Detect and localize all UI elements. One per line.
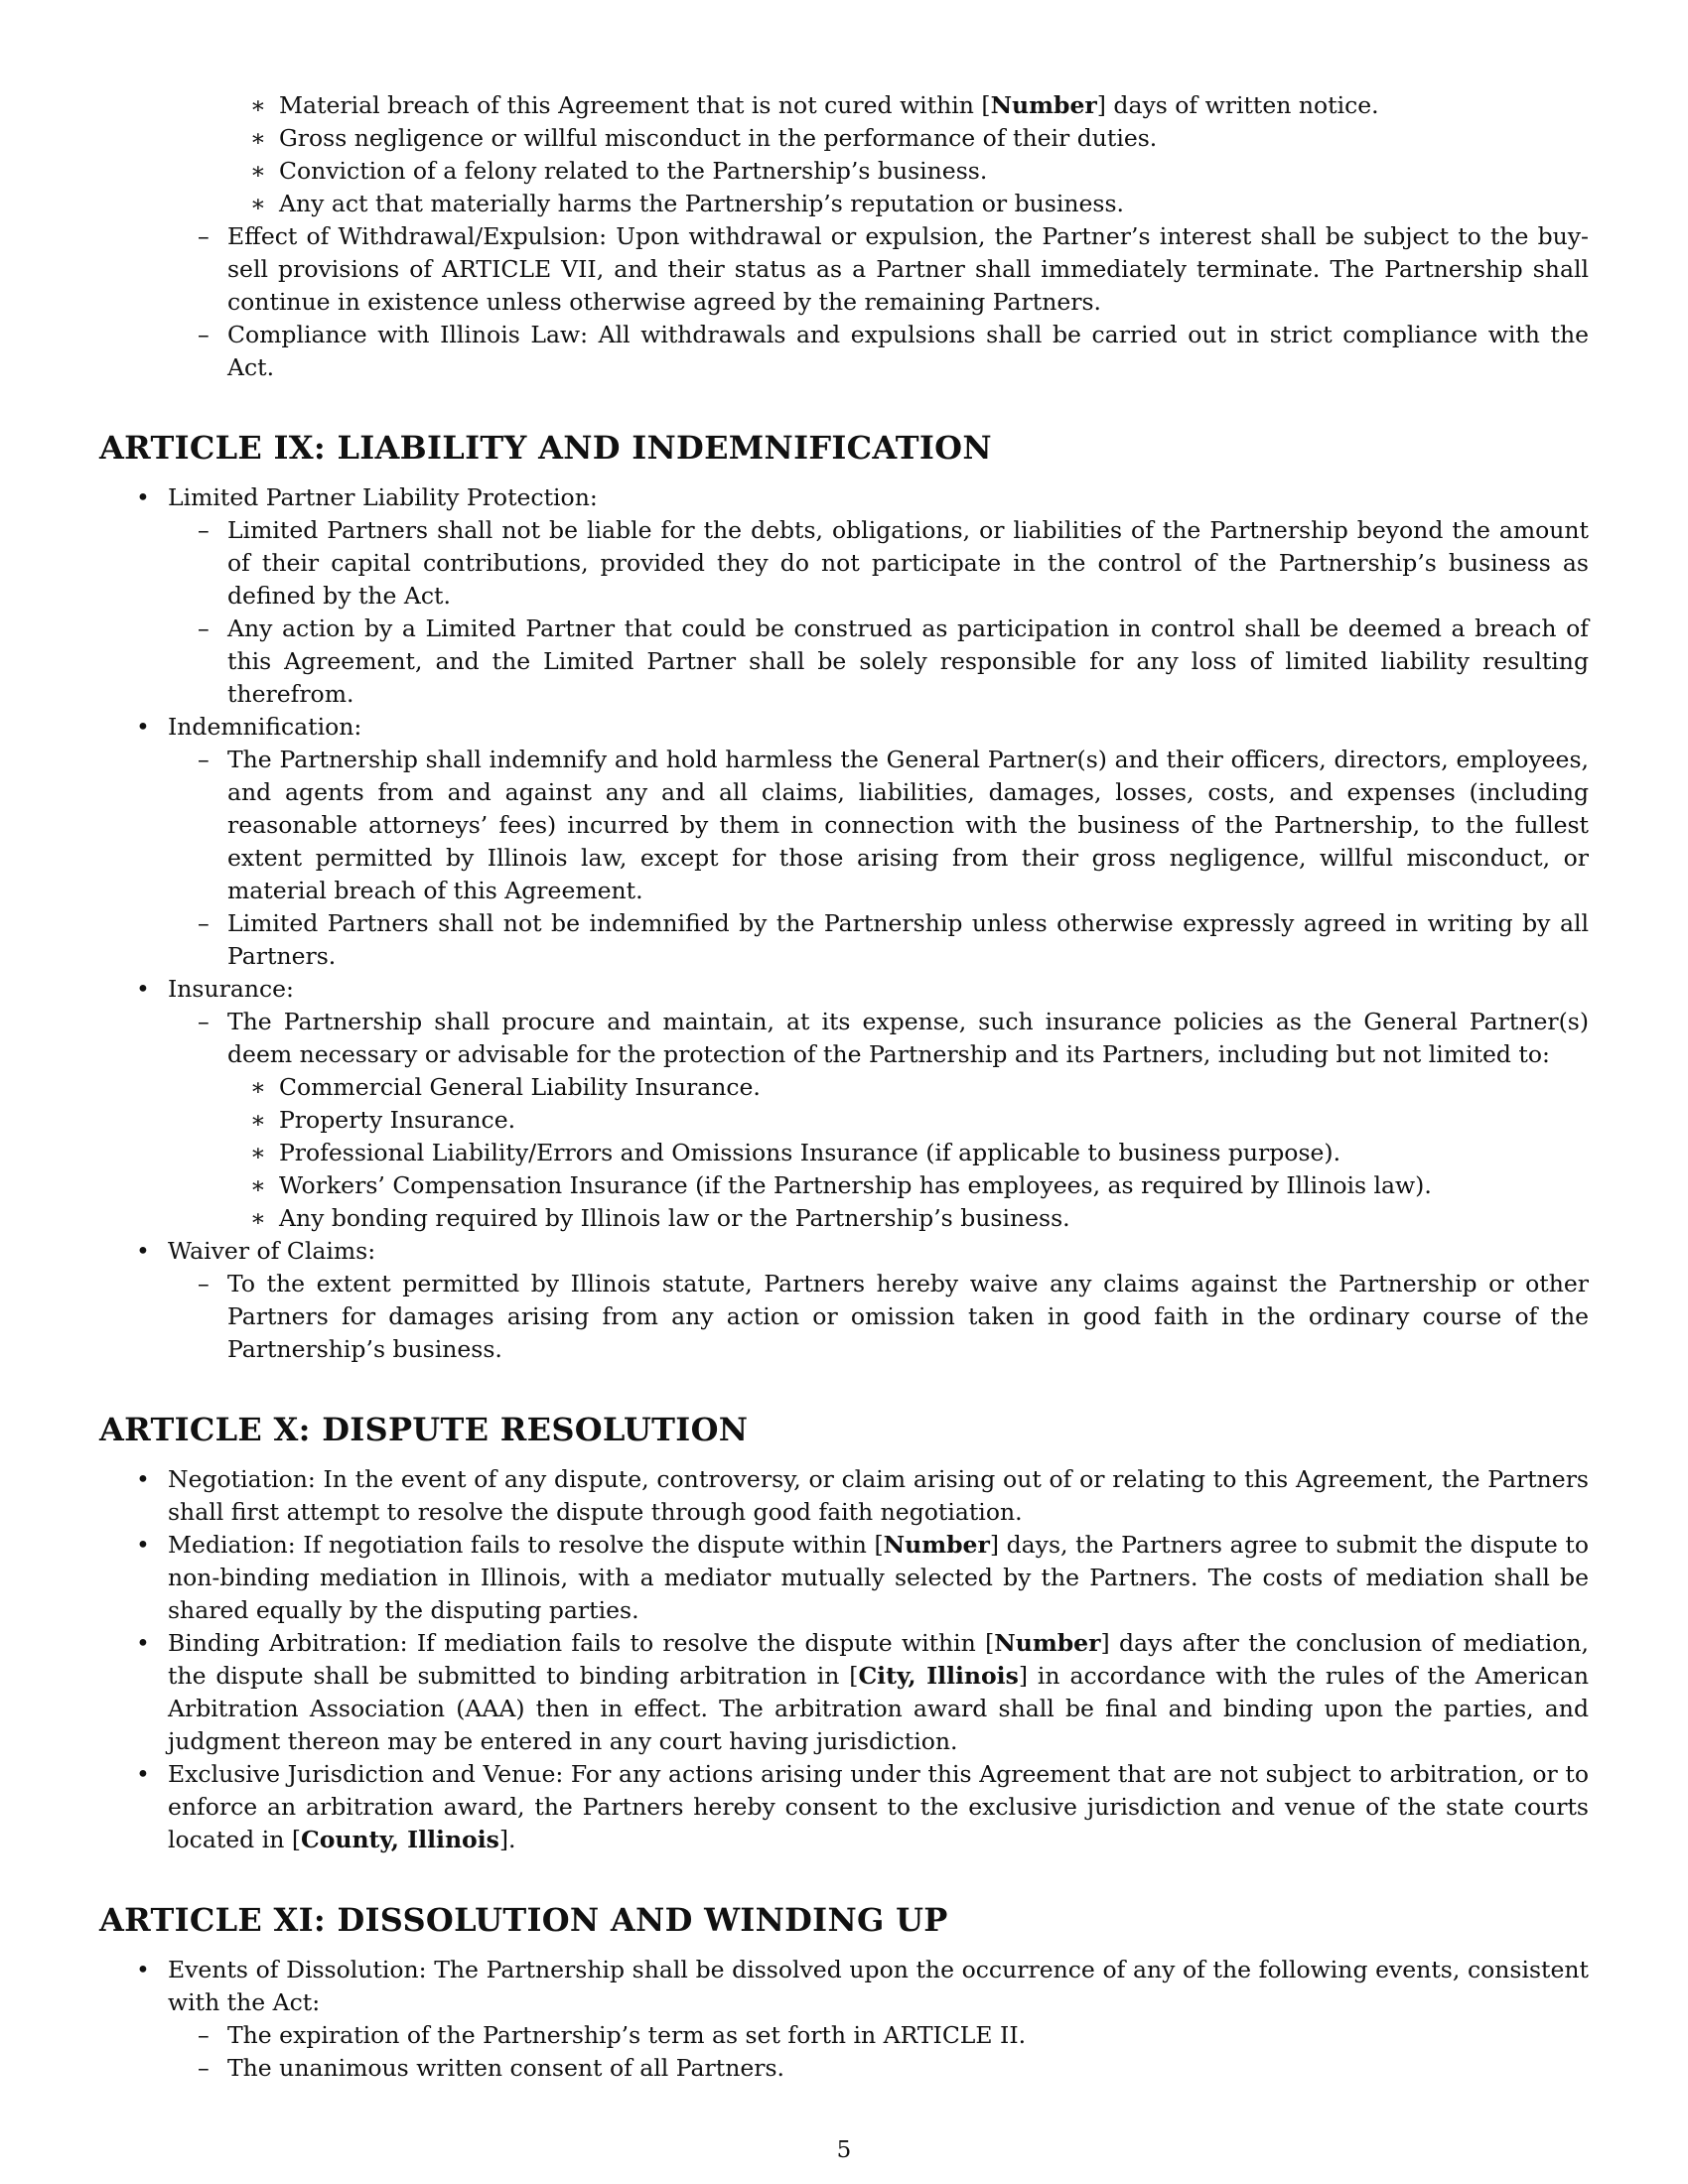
dissolution-event: – The unanimous written consent of all Partners.	[227, 2052, 1589, 2085]
bullet-marker: •	[136, 975, 150, 1003]
mediation-clause: • Mediation: If negotiation fails to resolve the dispute within [Number] days, the Partners agree to submit the dispute to non-binding mediation in Illinois, with a mediator mutually selected by the Partners. The costs of mediation shall be shared equally by the disputing parties.	[136, 1531, 1589, 1624]
page-number: 5	[836, 2137, 852, 2163]
placeholder-city: City, Illinois	[858, 1662, 1019, 1690]
insurance-policy: ∗ Workers’ Compensation Insurance (if the Partnership has employees, as required by Illinois law).	[279, 1169, 1589, 1202]
events-of-dissolution: • Events of Dissolution: The Partnership shall be dissolved upon the occurrence of any of the following events, consistent with the Act:	[136, 1956, 1589, 2016]
arbitration-clause: • Binding Arbitration: If mediation fails to resolve the dispute within [Number] days after the conclusion of mediation, the dispute shall be submitted to binding arbitration in [City, Illinois] in accordance with the rules of the American Arbitration Association (AAA) then in effect. The arbitration award shall be final and binding upon the parties, and judgment thereon may be entered in any court having jurisdiction.	[136, 1629, 1590, 1755]
insurance-policy: ∗ Any bonding required by Illinois law or the Partnership’s business.	[279, 1202, 1589, 1235]
dissolution-event: – The expiration of the Partnership’s term as set forth in ARTICLE II.	[227, 2019, 1589, 2052]
star-marker: ∗	[250, 157, 266, 185]
limited-liability-item: – Limited Partners shall not be liable for the debts, obligations, or liabilities of the Partnership beyond the amount of their capital contributions, provided they do not participate in the control of the Partnership’s business as defined by the Act.	[198, 516, 1589, 610]
jurisdiction-clause: • Exclusive Jurisdiction and Venue: For any actions arising under this Agreement that are not subject to arbitration, or to enforce an arbitration award, the Partners hereby consent to the exclusive jurisdiction and venue of the state courts located in [County, Illinois].	[136, 1760, 1589, 1853]
bullet-marker: •	[136, 483, 150, 511]
waiver-item: – To the extent permitted by Illinois statute, Partners hereby waive any claims against the Partnership or other Partners for damages arising from any action or omission taken in good faith in the ordinary course of the Partnership’s business.	[198, 1270, 1589, 1363]
dash-marker: –	[198, 909, 210, 937]
indemnification-item: – Limited Partners shall not be indemnified by the Partnership unless otherwise expressly agreed in writing by all Partners.	[198, 909, 1589, 970]
dash-marker: –	[198, 516, 210, 544]
indemnification-label: • Indemnification:	[168, 711, 1589, 744]
star-marker: ∗	[250, 124, 266, 152]
article-xi-heading: ARTICLE XI: DISSOLUTION AND WINDING UP	[99, 1901, 948, 1939]
negotiation-clause: • Negotiation: In the event of any dispute, controversy, or claim arising out of or relating to this Agreement, the Partners shall first attempt to resolve the dispute through good faith negotiation.	[136, 1465, 1589, 1526]
insurance-label: • Insurance:	[168, 973, 1589, 1006]
bullet-marker: •	[136, 713, 150, 741]
dash-marker: –	[198, 1270, 210, 1297]
expulsion-ground-felony: ∗ Conviction of a felony related to the Partnership’s business.	[279, 155, 1589, 188]
dash-marker: –	[198, 222, 210, 250]
bullet-marker: •	[136, 1237, 150, 1265]
bullet-marker: •	[136, 1629, 150, 1657]
dash-marker: –	[198, 321, 210, 348]
expulsion-ground-harm: ∗ Any act that materially harms the Partnership’s reputation or business.	[279, 188, 1589, 220]
bullet-marker: •	[136, 1956, 150, 1983]
insurance-policy: ∗ Commercial General Liability Insurance.	[279, 1071, 1589, 1104]
effect-of-withdrawal: – Effect of Withdrawal/Expulsion: Upon withdrawal or expulsion, the Partner’s interest shall be subject to the buy-sell provisions of ARTICLE VII, and their status as a Partner shall immediately terminate. The Partnership shall continue in existence unless otherwise agreed by the remaining Partners.	[198, 222, 1589, 316]
insurance-policy: ∗ Professional Liability/Errors and Omissions Insurance (if applicable to business purpose).	[279, 1137, 1589, 1169]
placeholder-county: County, Illinois	[301, 1826, 499, 1853]
bullet-marker: •	[136, 1760, 150, 1788]
star-marker: ∗	[250, 1171, 266, 1199]
document-page	[99, 89, 1589, 2085]
placeholder-number: Number	[994, 1629, 1101, 1657]
dash-marker: –	[198, 2021, 210, 2049]
star-marker: ∗	[250, 91, 266, 119]
dash-marker: –	[198, 614, 210, 642]
star-marker: ∗	[250, 1073, 266, 1101]
star-marker: ∗	[250, 190, 266, 217]
insurance-policy: ∗ Property Insurance.	[279, 1104, 1589, 1137]
expulsion-ground-negligence: ∗ Gross negligence or willful misconduct in the performance of their duties.	[279, 122, 1589, 155]
article-x-heading: ARTICLE X: DISPUTE RESOLUTION	[99, 1411, 749, 1448]
expulsion-ground-breach: ∗ Material breach of this Agreement that is not cured within [Number] days of written notice.	[279, 89, 1589, 122]
placeholder-number: Number	[883, 1531, 990, 1559]
indemnification-item: – The Partnership shall indemnify and hold harmless the General Partner(s) and their officers, directors, employees, and agents from and against any and all claims, liabilities, damages, losses, costs, and expenses (including reasonable attorneys’ fees) incurred by them in connection with the business of the Partnership, to the fullest extent permitted by Illinois law, except for those arising from their gross negligence, willful misconduct, or material breach of this Agreement.	[198, 746, 1589, 904]
limited-liability-item: – Any action by a Limited Partner that could be construed as participation in control shall be deemed a breach of this Agreement, and the Limited Partner shall be solely responsible for any loss of limited liability resulting therefrom.	[198, 614, 1589, 708]
limited-liability-label: • Limited Partner Liability Protection:	[168, 481, 1589, 514]
star-marker: ∗	[250, 1106, 266, 1134]
dash-marker: –	[198, 1008, 210, 1035]
bullet-marker: •	[136, 1531, 150, 1559]
dash-marker: –	[198, 746, 210, 773]
placeholder-number: Number	[990, 91, 1097, 119]
compliance-with-illinois-law: – Compliance with Illinois Law: All withdrawals and expulsions shall be carried out in strict compliance with the Act.	[198, 321, 1589, 381]
dash-marker: –	[198, 2054, 210, 2082]
bullet-marker: •	[136, 1465, 150, 1493]
star-marker: ∗	[250, 1139, 266, 1166]
insurance-intro: – The Partnership shall procure and maintain, at its expense, such insurance policies as the General Partner(s) deem necessary or advisable for the protection of the Partnership and its Partners, including but not limited to:	[198, 1008, 1589, 1068]
article-ix-heading: ARTICLE IX: LIABILITY AND INDEMNIFICATION	[99, 429, 992, 467]
waiver-label: • Waiver of Claims:	[168, 1235, 1589, 1268]
star-marker: ∗	[250, 1204, 266, 1232]
